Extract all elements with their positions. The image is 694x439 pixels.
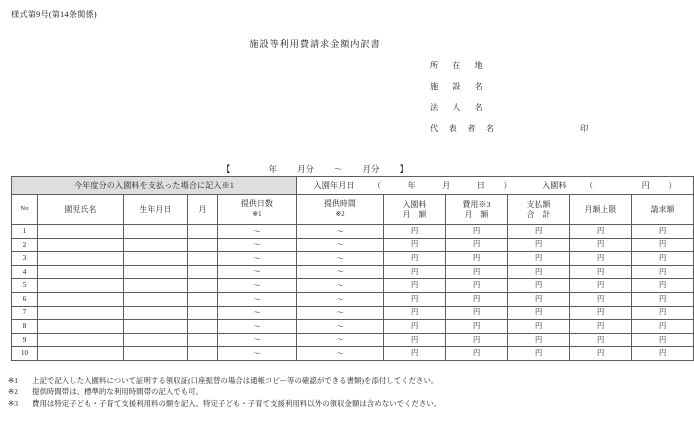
- admission-entry-cell: [297, 177, 694, 195]
- monthly-cap-cell[interactable]: 円: [570, 347, 632, 361]
- payment-sub: 合 計: [526, 209, 551, 219]
- admission-fee-monthly-cell[interactable]: 円: [384, 279, 446, 293]
- month-cell[interactable]: [188, 333, 218, 347]
- payment-total-cell[interactable]: 円: [508, 225, 570, 239]
- admission-date-label: 入園年月日: [313, 180, 355, 190]
- service-hours-cell[interactable]: ～: [297, 238, 384, 252]
- table-row[interactable]: [12, 333, 694, 347]
- month-cell[interactable]: [188, 225, 218, 239]
- month-cell[interactable]: [188, 347, 218, 361]
- month-cell[interactable]: [188, 252, 218, 266]
- breakdown-table: [11, 176, 694, 361]
- monthly-cap-cell[interactable]: 円: [570, 225, 632, 239]
- cost-monthly-cell[interactable]: 円: [446, 306, 508, 320]
- location-label: 所 在 地: [430, 61, 489, 70]
- birthdate-cell[interactable]: [124, 333, 188, 347]
- service-hours-cell[interactable]: ～: [297, 347, 384, 361]
- child-name-cell[interactable]: [38, 279, 124, 293]
- payment-total-cell[interactable]: 円: [508, 320, 570, 334]
- row-number-cell: 9: [12, 333, 38, 347]
- period-range-mark: ～: [334, 165, 343, 174]
- service-hours-cell[interactable]: ～: [297, 306, 384, 320]
- monthly-cap-cell[interactable]: 円: [570, 320, 632, 334]
- cost-monthly-cell[interactable]: 円: [446, 225, 508, 239]
- service-hours-cell[interactable]: ～: [297, 265, 384, 279]
- claim-amount-cell[interactable]: 円: [632, 252, 694, 266]
- child-name-cell[interactable]: [38, 306, 124, 320]
- footnote-2-mark: ※2: [8, 387, 18, 397]
- table-row[interactable]: [12, 306, 694, 320]
- birthdate-cell[interactable]: [124, 292, 188, 306]
- claim-amount-cell[interactable]: 円: [632, 333, 694, 347]
- claim-amount-cell[interactable]: 円: [632, 238, 694, 252]
- row-number-cell: 3: [12, 252, 38, 266]
- service-days-cell[interactable]: ～: [218, 320, 297, 334]
- admission-fee-monthly-cell[interactable]: 円: [384, 347, 446, 361]
- admission-shaded-note: 今年度分の入園料を支払った場合に記入※1: [12, 177, 297, 195]
- form-code-label: 様式第9号(第14条関係): [11, 10, 97, 19]
- admission-paren-close: ）: [503, 180, 512, 190]
- service-hours-cell[interactable]: ～: [297, 320, 384, 334]
- period-to-label: 月分: [362, 165, 380, 174]
- service-days-cell[interactable]: ～: [218, 279, 297, 293]
- document-title: 施設等利用費請求金額内訳書: [249, 39, 381, 49]
- admission-month-label: 月: [442, 180, 451, 190]
- column-header-child-name: 園児氏名: [38, 195, 124, 225]
- cost-monthly-cell[interactable]: 円: [446, 252, 508, 266]
- monthly-cap-cell[interactable]: 円: [570, 292, 632, 306]
- service-hours-cell[interactable]: ～: [297, 279, 384, 293]
- footnote-2-text: 提供時間帯は、標準的な利用時間帯の記入でも可。: [32, 387, 204, 397]
- admission-fee-yen-label: 円: [641, 180, 650, 190]
- birthdate-cell[interactable]: [124, 320, 188, 334]
- column-header-admission-fee-monthly: [384, 195, 446, 225]
- period-close-bracket: 】: [399, 165, 408, 174]
- cost-monthly-cell[interactable]: 円: [446, 265, 508, 279]
- payment-total-cell[interactable]: 円: [508, 265, 570, 279]
- facility-row-location: [430, 60, 620, 81]
- birthdate-cell[interactable]: [124, 225, 188, 239]
- admission-fee-monthly-cell[interactable]: 円: [384, 238, 446, 252]
- column-header-month: 月: [188, 195, 218, 225]
- footnote-3: [8, 398, 622, 409]
- service-days-cell[interactable]: ～: [218, 347, 297, 361]
- admission-fee-monthly-cell[interactable]: 円: [384, 333, 446, 347]
- cost-monthly-cell[interactable]: 円: [446, 238, 508, 252]
- cost-monthly-cell[interactable]: 円: [446, 333, 508, 347]
- child-name-cell[interactable]: [38, 292, 124, 306]
- footnote-2: [8, 386, 622, 397]
- birthdate-cell[interactable]: [124, 265, 188, 279]
- table-row[interactable]: [12, 238, 694, 252]
- column-header-claim-amount: 請求額: [632, 195, 694, 225]
- column-header-cost-monthly: [446, 195, 508, 225]
- service-days-cell[interactable]: ～: [218, 252, 297, 266]
- cost-sub: 月 額: [464, 209, 489, 219]
- payment-total-cell[interactable]: 円: [508, 306, 570, 320]
- birthdate-cell[interactable]: [124, 238, 188, 252]
- claim-amount-cell[interactable]: 円: [632, 292, 694, 306]
- row-number-cell: 1: [12, 225, 38, 239]
- service-days-cell[interactable]: ～: [218, 238, 297, 252]
- admission-day-label: 日: [476, 180, 486, 190]
- table-row[interactable]: [12, 292, 694, 306]
- row-number-cell: 10: [12, 347, 38, 361]
- payment-total-cell[interactable]: 円: [508, 238, 570, 252]
- admission-fee-paren-open: （: [585, 180, 594, 190]
- seal-stamp-label: 印: [580, 124, 589, 133]
- service-days-cell[interactable]: ～: [218, 306, 297, 320]
- footnote-1-mark: ※1: [8, 376, 18, 385]
- admission-fee-paren-close: ）: [668, 180, 677, 190]
- column-header-service-hours: [297, 195, 384, 225]
- monthly-cap-cell[interactable]: 円: [570, 279, 632, 293]
- column-header-monthly-cap: 月額上限: [570, 195, 632, 225]
- footnote-3-text: 費用は特定子ども・子育て支援利用料の額を記入。特定子ども・子育て支援利用料以外の領収金額は含めないでください。: [32, 398, 442, 408]
- admission-fee-monthly-cell[interactable]: 円: [384, 225, 446, 239]
- child-name-cell[interactable]: [38, 225, 124, 239]
- service-days-note: ※1: [252, 211, 262, 219]
- payment-total-cell[interactable]: 円: [508, 292, 570, 306]
- facility-row-corporation-name: [430, 102, 620, 123]
- service-hours-cell[interactable]: ～: [297, 225, 384, 239]
- payment-main: 支払額: [526, 199, 551, 209]
- row-number-cell: 6: [12, 292, 38, 306]
- payment-total-cell[interactable]: 円: [508, 347, 570, 361]
- cost-monthly-cell[interactable]: 円: [446, 347, 508, 361]
- admission-fee-monthly-cell[interactable]: 円: [384, 265, 446, 279]
- cost-monthly-cell[interactable]: 円: [446, 292, 508, 306]
- child-name-cell[interactable]: [38, 265, 124, 279]
- month-cell[interactable]: [188, 306, 218, 320]
- service-days-cell[interactable]: ～: [218, 265, 297, 279]
- admission-fee-monthly-cell[interactable]: 円: [384, 306, 446, 320]
- claim-amount-cell[interactable]: 円: [632, 265, 694, 279]
- admission-fee-label: 入園料: [542, 180, 567, 190]
- cost-monthly-cell[interactable]: 円: [446, 279, 508, 293]
- table-body: [12, 225, 694, 361]
- child-name-cell[interactable]: [38, 252, 124, 266]
- row-number-cell: 5: [12, 279, 38, 293]
- monthly-cap-cell[interactable]: 円: [570, 306, 632, 320]
- period-from-label: 月分: [297, 165, 314, 174]
- month-cell[interactable]: [188, 292, 218, 306]
- table-row[interactable]: [12, 252, 694, 266]
- claim-amount-cell[interactable]: 円: [632, 279, 694, 293]
- table-row[interactable]: [12, 347, 694, 361]
- payment-total-cell[interactable]: 円: [508, 333, 570, 347]
- claim-amount-cell[interactable]: 円: [632, 306, 694, 320]
- payment-total-cell[interactable]: 円: [508, 279, 570, 293]
- child-name-cell[interactable]: [38, 238, 124, 252]
- month-cell[interactable]: [188, 238, 218, 252]
- footnotes-block: [8, 375, 622, 409]
- child-name-cell[interactable]: [38, 347, 124, 361]
- admission-banner-row: [12, 177, 694, 195]
- footnote-1: [8, 375, 622, 386]
- payment-total-cell[interactable]: 円: [508, 252, 570, 266]
- admission-paren-open: （: [373, 180, 382, 190]
- facility-row-representative-name: [430, 123, 620, 144]
- child-name-cell[interactable]: [38, 320, 124, 334]
- footnote-1-text: 上記で記入した入園料について証明する領収証(口座振替の場合は通帳コピー等の確認ができる書類)を添付してください。: [32, 376, 439, 385]
- service-hours-cell[interactable]: ～: [297, 252, 384, 266]
- monthly-cap-cell[interactable]: 円: [570, 238, 632, 252]
- month-cell[interactable]: [188, 265, 218, 279]
- monthly-cap-cell[interactable]: 円: [570, 265, 632, 279]
- service-days-cell[interactable]: ～: [218, 225, 297, 239]
- service-days-cell[interactable]: ～: [218, 333, 297, 347]
- claim-amount-cell[interactable]: 円: [632, 320, 694, 334]
- birthdate-cell[interactable]: [124, 252, 188, 266]
- monthly-cap-cell[interactable]: 円: [570, 252, 632, 266]
- footnote-3-mark: ※3: [8, 398, 18, 408]
- claim-period-line: [0, 163, 630, 175]
- facility-name-label: 施 設 名: [430, 82, 489, 91]
- facility-row-facility-name: [430, 81, 620, 102]
- period-year-label: 年: [268, 165, 277, 174]
- admission-year-label: 年: [407, 180, 416, 190]
- admission-fee-monthly-cell[interactable]: 円: [384, 292, 446, 306]
- birthdate-cell[interactable]: [124, 306, 188, 320]
- month-cell[interactable]: [188, 279, 218, 293]
- table-row[interactable]: [12, 279, 694, 293]
- period-open-bracket: 【: [222, 165, 231, 174]
- birthdate-cell[interactable]: [124, 347, 188, 361]
- service-hours-main: 提供時間: [324, 199, 357, 209]
- service-days-main: 提供日数: [241, 199, 274, 209]
- column-header-service-days: [218, 195, 297, 225]
- table-header-row: [12, 195, 694, 225]
- table-row[interactable]: [12, 225, 694, 239]
- service-hours-cell[interactable]: ～: [297, 333, 384, 347]
- service-hours-cell[interactable]: ～: [297, 292, 384, 306]
- column-header-no: No: [12, 195, 38, 225]
- corporation-name-label: 法 人 名: [430, 103, 489, 112]
- monthly-cap-cell[interactable]: 円: [570, 333, 632, 347]
- column-header-payment-total: [508, 195, 570, 225]
- row-number-cell: 8: [12, 320, 38, 334]
- admission-fee-monthly-cell[interactable]: 円: [384, 252, 446, 266]
- service-days-cell[interactable]: ～: [218, 292, 297, 306]
- service-hours-note: ※2: [335, 211, 345, 219]
- claim-amount-cell[interactable]: 円: [632, 347, 694, 361]
- admission-fee-main: 入園料: [402, 199, 427, 209]
- claim-amount-cell[interactable]: 円: [632, 225, 694, 239]
- column-header-birthdate: 生年月日: [124, 195, 188, 225]
- admission-fee-sub: 月 額: [402, 209, 427, 219]
- row-number-cell: 2: [12, 238, 38, 252]
- admission-fee-monthly-cell[interactable]: 円: [384, 320, 446, 334]
- cost-monthly-cell[interactable]: 円: [446, 320, 508, 334]
- row-number-cell: 4: [12, 265, 38, 279]
- table-row[interactable]: [12, 320, 694, 334]
- representative-name-label: 代 表 者 名: [430, 124, 499, 133]
- birthdate-cell[interactable]: [124, 279, 188, 293]
- table-row[interactable]: [12, 265, 694, 279]
- child-name-cell[interactable]: [38, 333, 124, 347]
- cost-main: 費用※3: [462, 199, 491, 209]
- facility-info-block: [430, 60, 620, 144]
- row-number-cell: 7: [12, 306, 38, 320]
- month-cell[interactable]: [188, 320, 218, 334]
